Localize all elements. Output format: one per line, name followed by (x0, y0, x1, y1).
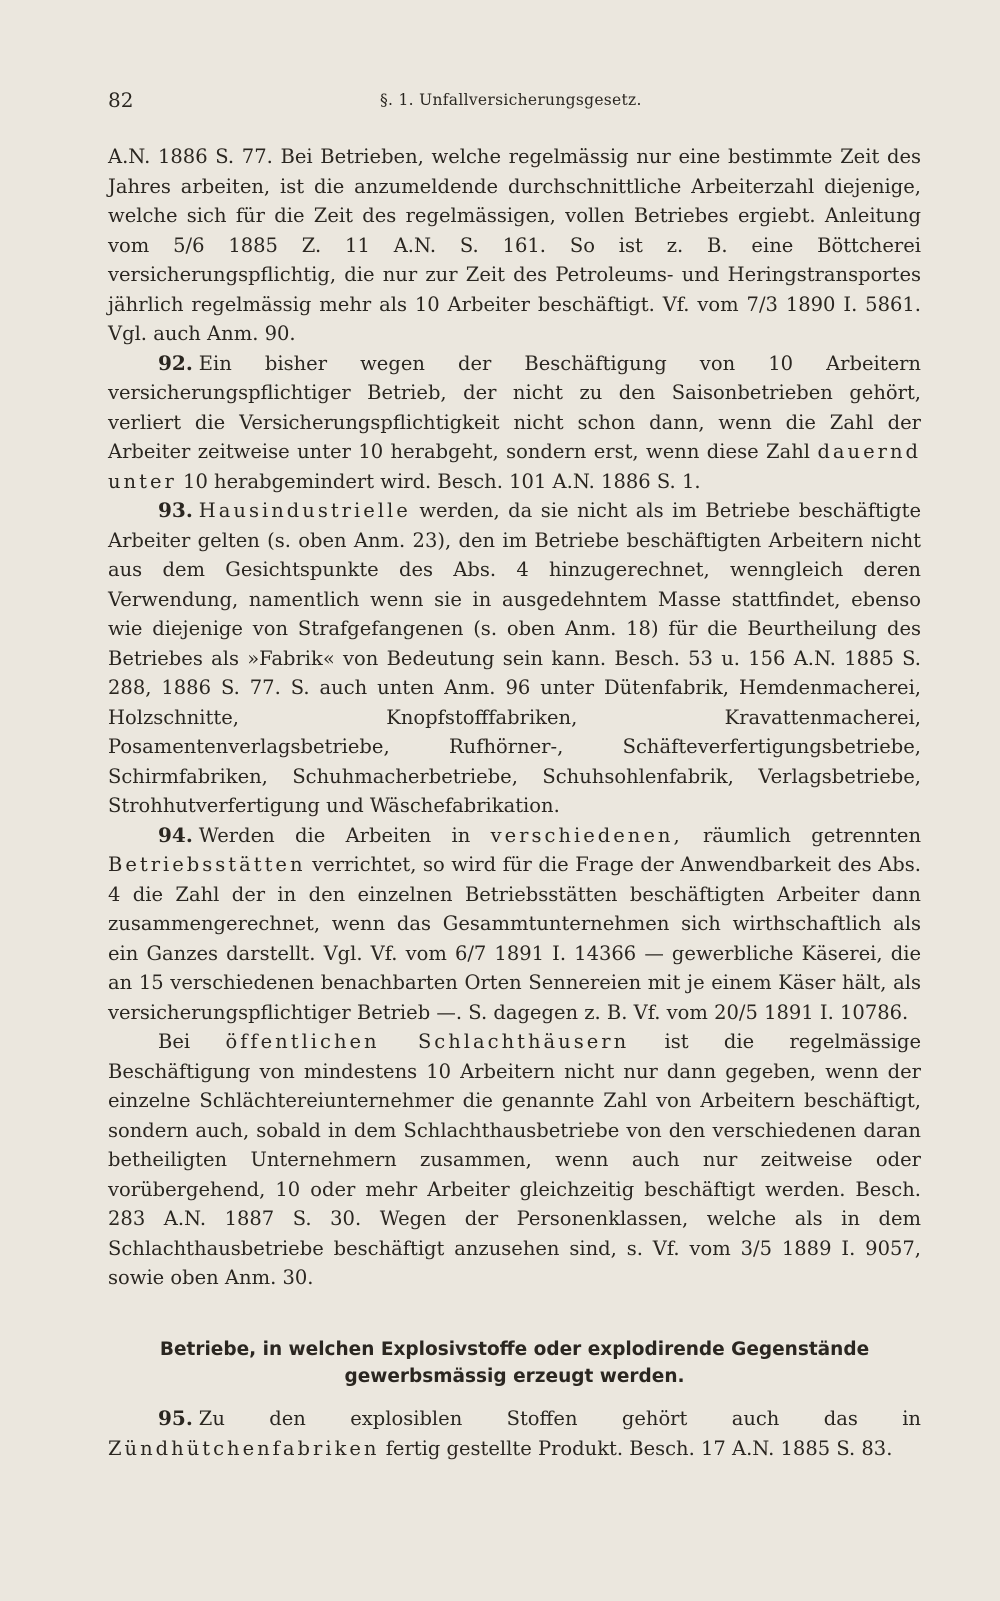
note-text: fertig gestellte Produkt. Besch. 17 A.N. 1885 S. 83. (385, 1436, 893, 1460)
intro-paragraph (108, 142, 921, 349)
note-95-block (108, 1404, 921, 1463)
page-header (108, 88, 922, 118)
running-head: §. 1. Unfallversicherungsgesetz. (380, 91, 642, 109)
emphasized-text: verschiedenen, (490, 823, 683, 847)
note-94-continued (108, 1027, 921, 1293)
note-number: 95. (158, 1406, 193, 1430)
note-95 (108, 1404, 921, 1463)
note-92 (108, 349, 921, 497)
note-text: Werden die Arbeiten in (198, 823, 471, 847)
note-number: 94. (158, 822, 193, 847)
emphasized-text: Hausindustrielle (198, 499, 411, 522)
note-text: Zu den explosiblen Stoffen gehört auch das in (198, 1407, 921, 1430)
section-heading-line: Betriebe, in welchen Explosivstoffe oder explodirende Gegenstände (159, 1339, 870, 1360)
emphasized-text: öffentlichen Schlachthäusern (225, 1030, 630, 1053)
note-text: 10 herabgemindert wird. Besch. 101 A.N. 1886 S. 1. (183, 469, 701, 493)
body-text (108, 142, 921, 1293)
emphasized-text: Betriebsstätten (108, 853, 306, 876)
section-heading (108, 1336, 921, 1390)
note-text: Bei (158, 1030, 191, 1053)
note-93 (108, 496, 921, 821)
page-number: 82 (108, 88, 134, 112)
section-heading-line: gewerbsmässig erzeugt werden. (344, 1366, 685, 1387)
note-text: ist die regelmässige Beschäftigung von mindestens 10 Arbeitern nicht nur dann gegeben, wenn der einzelne Schlächtereiunternehmer die genannte Zahl von Arbeitern beschäftigt, sondern auch, sobald in dem Schlachthausbetriebe von den verschiedenen daran betheiligten Unternehmern zusammen, wenn auch nur zeitweise oder vorübergehend, 10 oder mehr Arbeiter gleichzeitig beschäftigt werden. Besch. 283 A.N. 1887 S. 30. Wegen der Personenklassen, welche als in dem Schlachthausbetriebe beschäftigt anzusehen sind, s. Vf. vom 3/5 1889 I. 9057, sowie oben Anm. 30. (108, 1030, 921, 1289)
note-text: verrichtet, so wird für die Frage der Anwendbarkeit des Abs. 4 die Zahl der in den einzelnen Betriebsstätten beschäftigten Arbeiter dann zusammengerechnet, wenn das Gesammtunternehmen sich wirthschaftlich als ein Ganzes darstellt. Vgl. Vf. vom 6/7 1891 I. 14366 — gewerbliche Käserei, die an 15 verschiedenen benachbarten Orten Sennereien mit je einem Käser hält, als versicherungspflichtiger Betrieb —. S. dagegen z. B. Vf. vom 20/5 1891 I. 10786. (108, 853, 921, 1024)
note-94 (108, 821, 921, 1028)
note-text: Ein bisher wegen der Beschäftigung von 10 Arbeitern versicherungspflichtiger Betrieb, der nicht zu den Saisonbetrieben gehört, verliert die Versicherungspflichtigkeit nicht schon dann, wenn die Zahl der Arbeiter zeitweise unter 10 herabgeht, sondern erst, wenn diese Zahl (108, 351, 921, 463)
note-number: 92. (158, 350, 193, 375)
intro-text: A.N. 1886 S. 77. Bei Betrieben, welche regelmässig nur eine bestimmte Zeit des Jahres arbeiten, ist die anzumeldende durchschnittliche Arbeiterzahl diejenige, welche sich für die Zeit des regelmässigen, vollen Betriebes ergiebt. Anleitung vom 5/6 1885 Z. 11 A.N. S. 161. So ist z. B. eine Böttcherei versicherungspflichtig, die nur zur Zeit des Petroleums- und Heringstransportes jährlich regelmässig mehr als 10 Arbeiter beschäftigt. Vf. vom 7/3 1890 I. 5861. Vgl. auch Anm. 90. (108, 145, 921, 345)
emphasized-text: Zündhütchenfabriken (108, 1436, 380, 1460)
note-text: räumlich getrennten (702, 823, 922, 847)
note-number: 93. (158, 498, 193, 522)
note-text: werden, da sie nicht als im Betriebe beschäftigte Arbeiter gelten (s. oben Anm. 23), den im Betriebe beschäftigten Arbeitern nicht aus dem Gesichtspunkte des Abs. 4 hinzugerechnet, wenngleich deren Verwendung, namentlich wenn sie in ausgedehntem Masse stattfindet, ebenso wie diejenige von Strafgefangenen (s. oben Anm. 18) für die Beurtheilung des Betriebes als »Fabrik« von Bedeutung sein kann. Besch. 53 u. 156 A.N. 1885 S. 288, 1886 S. 77. S. auch unten Anm. 96 unter Dütenfabrik, Hemdenmacherei, Holzschnitte, Knopfstofffabriken, Kravattenmacherei, Posamentenverlagsbetriebe, Rufhörner-, Schäfteverfertigungsbetriebe, Schirmfabriken, Schuhmacherbetriebe, Schuhsohlenfabrik, Verlagsbetriebe, Strohhutverfertigung und Wäschefabrikation. (108, 499, 922, 817)
emphasized-text: dauernd unter (108, 440, 922, 493)
